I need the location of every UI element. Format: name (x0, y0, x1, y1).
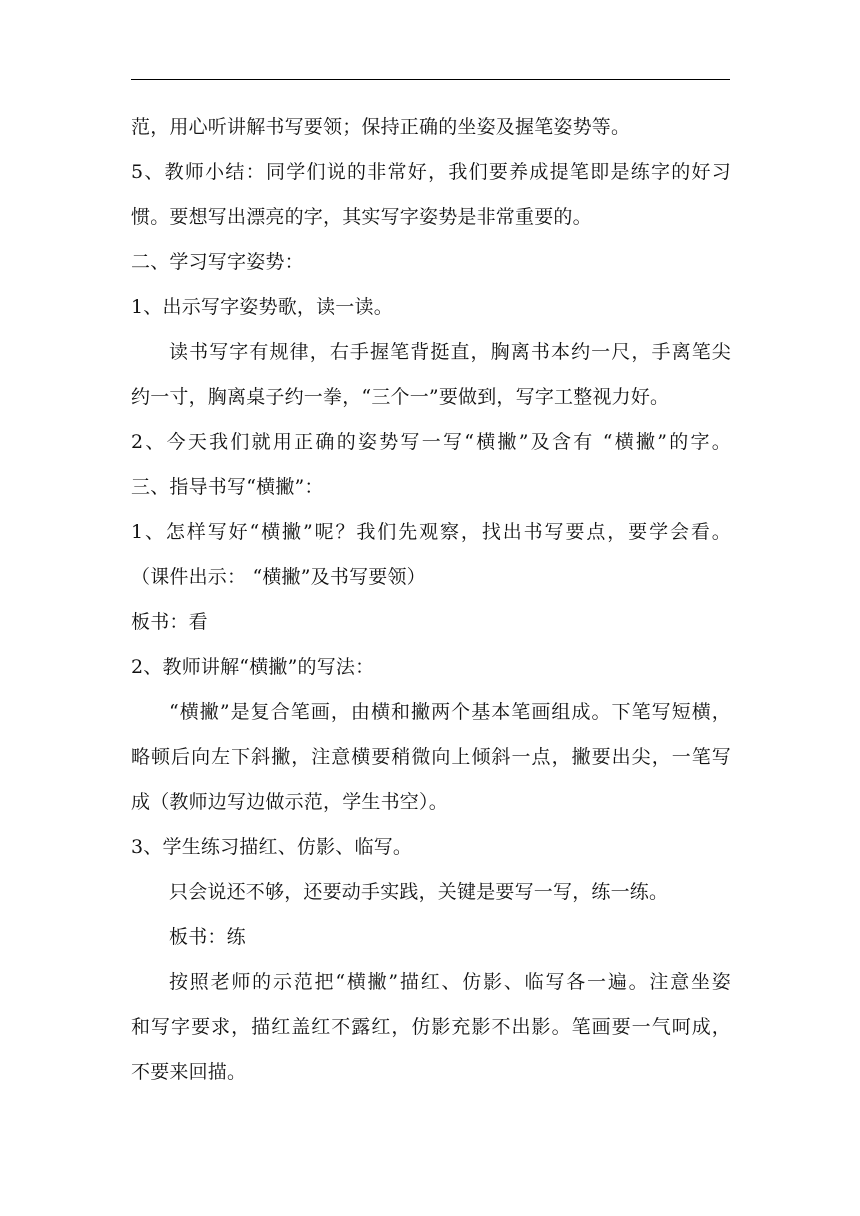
text-line: 2、今天我们就用正确的姿势写一写“横撇”及含有 “横撇”的字。 (131, 431, 731, 453)
text-line: 5、教师小结：同学们说的非常好，我们要养成提笔即是练字的好习 (131, 161, 731, 183)
text-line: 1、怎样写好“横撇”呢？我们先观察，找出书写要点，要学会看。 (131, 521, 731, 543)
text-line: 板书：练 (169, 926, 246, 948)
text-line: 惯。要想写出漂亮的字，其实写字姿势是非常重要的。 (131, 206, 592, 228)
text-line: 不要来回描。 (131, 1061, 247, 1083)
text-line: 1、出示写字姿势歌，读一读。 (131, 296, 393, 318)
text-line: 按照老师的示范把“横撇”描红、仿影、临写各一遍。注意坐姿 (169, 971, 731, 993)
text-line: 约一寸，胸离桌子约一拳，“三个一”要做到，写字工整视力好。 (131, 386, 670, 408)
text-line: 读书写字有规律，右手握笔背挺直，胸离书本约一尺，手离笔尖 (169, 341, 731, 363)
text-line: 成（教师边写边做示范，学生书空）。 (131, 791, 448, 813)
text-line: “横撇”是复合笔画，由横和撇两个基本笔画组成。下笔写短横， (169, 701, 731, 723)
text-line: 略顿后向左下斜撇，注意横要稍微向上倾斜一点，撇要出尖，一笔写 (131, 746, 731, 768)
section-heading: 三、指导书写“横撇”： (131, 476, 324, 498)
text-line: 范，用心听讲解书写要领；保持正确的坐姿及握笔姿势等。 (131, 116, 631, 138)
text-line: 和写字要求，描红盖红不露红，仿影充影不出影。笔画要一气呵成， (131, 1016, 731, 1038)
text-line: 只会说还不够，还要动手实践，关键是要写一写，练一练。 (169, 881, 669, 903)
header-rule (131, 79, 730, 80)
text-line: 板书：看 (131, 611, 208, 633)
text-line: 3、学生练习描红、仿影、临写。 (131, 836, 413, 858)
section-heading: 二、学习写字姿势： (131, 251, 304, 273)
text-line: （课件出示： “横撇”及书写要领） (131, 566, 426, 588)
text-line: 2、教师讲解“横撇”的写法： (131, 656, 375, 678)
